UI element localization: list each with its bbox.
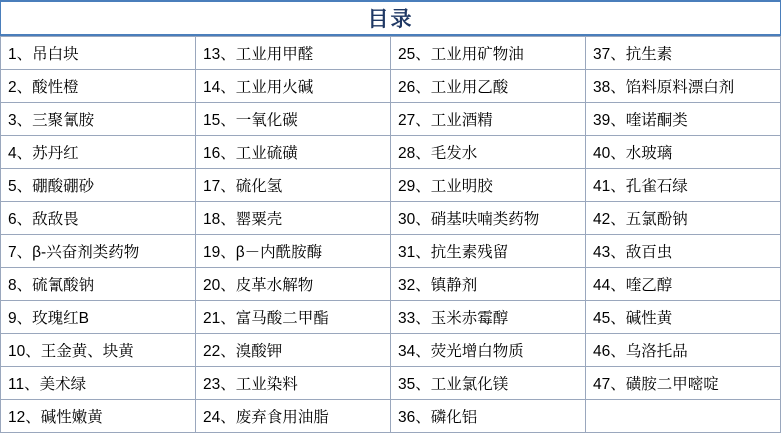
table-cell: 4、苏丹红	[1, 136, 196, 169]
contents-table	[0, 36, 781, 433]
table-cell: 3、三聚氰胺	[1, 103, 196, 136]
table-cell: 39、喹诺酮类	[586, 103, 781, 136]
table-row	[1, 169, 781, 202]
table-cell: 41、孔雀石绿	[586, 169, 781, 202]
document-title-bar	[0, 0, 781, 36]
table-cell: 44、喹乙醇	[586, 268, 781, 301]
table-cell: 18、罂粟壳	[196, 202, 391, 235]
table-cell: 40、水玻璃	[586, 136, 781, 169]
table-cell: 45、碱性黄	[586, 301, 781, 334]
table-cell: 36、磷化铝	[391, 400, 586, 433]
table-cell: 20、皮革水解物	[196, 268, 391, 301]
table-cell: 21、富马酸二甲酯	[196, 301, 391, 334]
table-cell: 8、硫氰酸钠	[1, 268, 196, 301]
table-cell: 19、β－内酰胺酶	[196, 235, 391, 268]
table-cell: 24、废弃食用油脂	[196, 400, 391, 433]
table-row	[1, 37, 781, 70]
table-cell: 11、美术绿	[1, 367, 196, 400]
table-cell: 35、工业氯化镁	[391, 367, 586, 400]
table-cell: 32、镇静剂	[391, 268, 586, 301]
table-row	[1, 70, 781, 103]
table-row	[1, 268, 781, 301]
table-cell: 6、敌敌畏	[1, 202, 196, 235]
table-row	[1, 103, 781, 136]
table-cell: 5、硼酸硼砂	[1, 169, 196, 202]
table-cell-empty	[586, 400, 781, 433]
table-cell: 28、毛发水	[391, 136, 586, 169]
table-cell: 9、玫瑰红B	[1, 301, 196, 334]
table-row	[1, 301, 781, 334]
table-cell: 13、工业用甲醛	[196, 37, 391, 70]
table-cell: 42、五氯酚钠	[586, 202, 781, 235]
table-cell: 23、工业染料	[196, 367, 391, 400]
page-title: 目录	[367, 8, 414, 31]
table-cell: 30、硝基呋喃类药物	[391, 202, 586, 235]
table-cell: 16、工业硫磺	[196, 136, 391, 169]
table-cell: 43、敌百虫	[586, 235, 781, 268]
table-cell: 15、一氧化碳	[196, 103, 391, 136]
table-cell: 2、酸性橙	[1, 70, 196, 103]
table-cell: 33、玉米赤霉醇	[391, 301, 586, 334]
table-cell: 26、工业用乙酸	[391, 70, 586, 103]
table-cell: 22、溴酸钾	[196, 334, 391, 367]
table-cell: 38、馅料原料漂白剂	[586, 70, 781, 103]
table-row	[1, 235, 781, 268]
table-cell: 7、β-兴奋剂类药物	[1, 235, 196, 268]
table-cell: 46、乌洛托品	[586, 334, 781, 367]
table-cell: 25、工业用矿物油	[391, 37, 586, 70]
table-cell: 17、硫化氢	[196, 169, 391, 202]
table-cell: 27、工业酒精	[391, 103, 586, 136]
table-row	[1, 400, 781, 433]
table-row	[1, 136, 781, 169]
table-row	[1, 334, 781, 367]
table-cell: 12、碱性嫩黄	[1, 400, 196, 433]
table-row	[1, 367, 781, 400]
table-cell: 34、荧光增白物质	[391, 334, 586, 367]
table-cell: 14、工业用火碱	[196, 70, 391, 103]
table-row	[1, 202, 781, 235]
table-cell: 47、磺胺二甲嘧啶	[586, 367, 781, 400]
table-cell: 37、抗生素	[586, 37, 781, 70]
table-cell: 10、王金黄、块黄	[1, 334, 196, 367]
table-cell: 31、抗生素残留	[391, 235, 586, 268]
table-cell: 1、吊白块	[1, 37, 196, 70]
table-cell: 29、工业明胶	[391, 169, 586, 202]
